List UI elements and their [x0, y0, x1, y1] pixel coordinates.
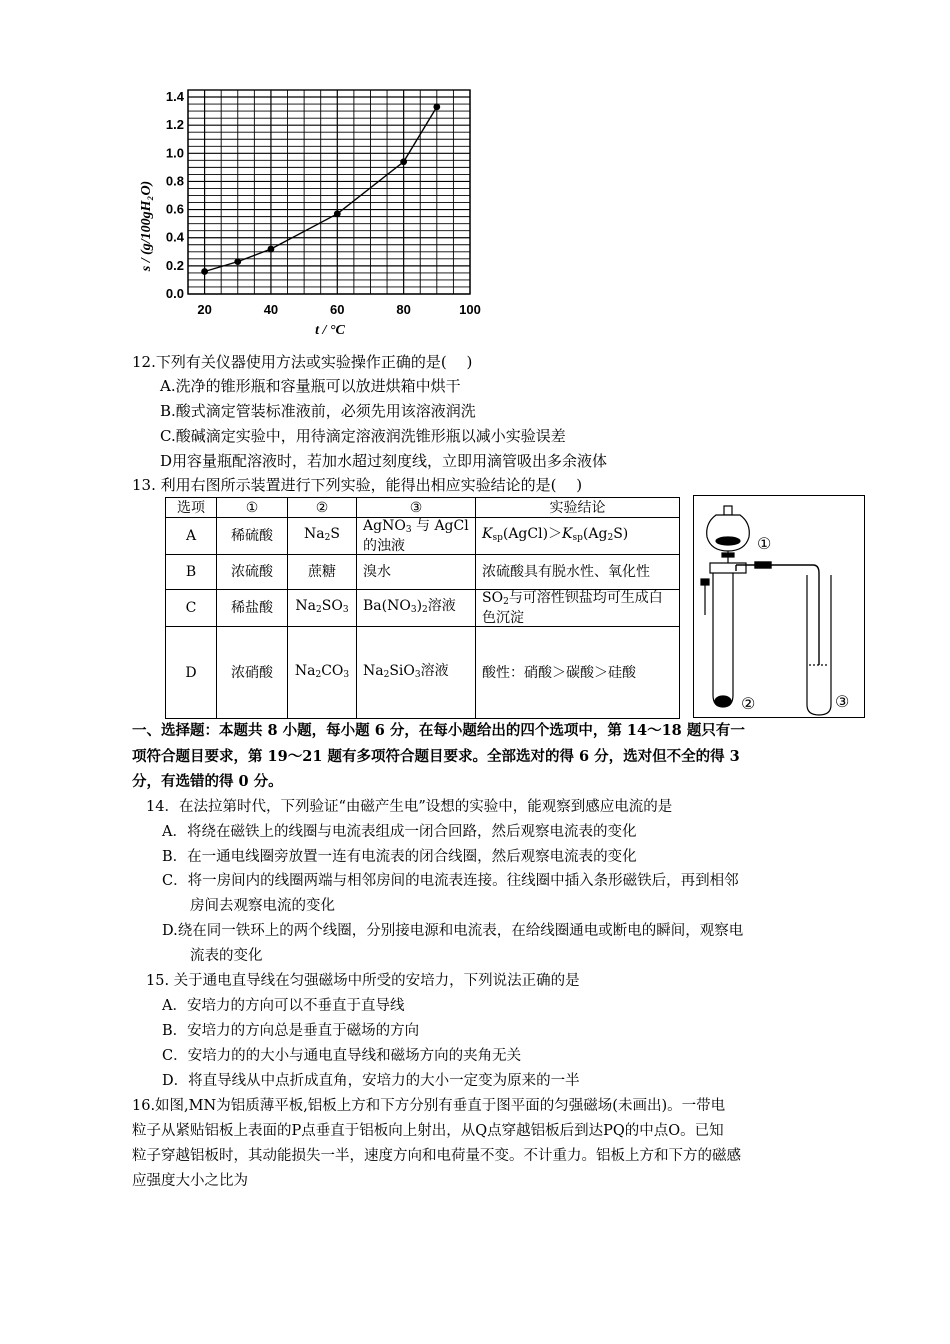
row-option: D	[166, 627, 217, 719]
reagent-2: 蔗糖	[288, 555, 357, 590]
conclusion: 酸性：硝酸＞碳酸＞硅酸	[476, 627, 680, 719]
x-tick-label: 40	[263, 302, 279, 317]
row-option: A	[166, 518, 217, 555]
y-tick-label: 0.0	[165, 286, 184, 301]
q14-option-a: A．将绕在磁铁上的线圈与电流表组成一闭合回路，然后观察电流表的变化	[162, 824, 637, 840]
reagent-3: $Ba(NO_3)_2$溶液	[357, 590, 476, 627]
conclusion: $SO_2$与可溶性钡盐均可生成白色沉淀	[476, 590, 680, 627]
q12-stem: 12.下列有关仪器使用方法或实验操作正确的是( )	[132, 353, 473, 371]
apparatus-diagram	[693, 495, 865, 719]
q14-stem: 14．在法拉第时代，下列验证“由磁产生电”设想的实验中，能观察到感应电流的是	[146, 799, 673, 815]
reagent-3: AgNO$_3$ 与 AgCl的浊液	[357, 518, 476, 555]
data-point	[334, 210, 341, 217]
reagent-2: $Na_2S$	[288, 518, 357, 555]
section-line-1: 一、选择题：本题共 8 小题，每小题 6 分，在每小题给出的四个选项中，第 14～18 题只有一	[132, 722, 745, 739]
table-row	[166, 590, 680, 627]
q15-option-b: B．安培力的方向总是垂直于磁场的方向	[162, 1023, 420, 1039]
row-option: B	[166, 555, 217, 590]
reagent-2: $Na_2SO_3$	[288, 590, 357, 627]
x-tick-label: 100	[459, 302, 481, 317]
q12-option-a: A.洗净的锥形瓶和容量瓶可以放进烘箱中烘干	[160, 377, 461, 395]
q16-line-4: 应强度大小之比为	[132, 1173, 248, 1189]
y-tick-label: 1.4	[165, 89, 184, 105]
q16-line-2: 粒子从紧贴铝板上表面的P点垂直于铝板向上射出，从Q点穿越铝板后到达PQ的中点O。已知	[132, 1123, 724, 1139]
y-tick-label: 1.2	[165, 117, 184, 133]
y-tick-label: 0.6	[165, 201, 184, 217]
y-tick-label: 0.2	[165, 257, 184, 273]
y-tick-label: 0.4	[165, 229, 184, 245]
q14-option-c: C．将一房间内的线圈两端与相邻房间的电流表连接。往线圈中插入条形磁铁后，再到相邻	[162, 873, 739, 889]
section-line-3: 分，有选错的得 0 分。	[132, 773, 283, 790]
x-tick-label: 80	[396, 302, 411, 317]
test-tube-2	[701, 563, 746, 707]
q13-stem: 13. 利用右图所示装置进行下列实验，能得出相应实验结论的是( )	[132, 476, 583, 494]
x-axis-label: t / °C	[315, 323, 345, 338]
reagent-2: $Na_2CO_3$	[288, 627, 357, 719]
q16-line-1: 16.如图,MN为铝质薄平板,铝板上方和下方分别有垂直于图平面的匀强磁场(未画出)。一带电	[132, 1098, 726, 1114]
q14-option-d: D.绕在同一铁环上的两个线圈，分别接电源和电流表，在给线圈通电或断电的瞬间，观察电	[162, 923, 744, 939]
y-tick-labels	[166, 89, 185, 301]
label-1: ①	[757, 534, 772, 553]
data-point	[234, 258, 241, 265]
x-tick-labels	[197, 302, 480, 317]
reagent-1: 稀硫酸	[217, 518, 288, 555]
table-row	[166, 555, 680, 590]
table-header-row	[166, 498, 680, 518]
header-3: ③	[357, 498, 476, 518]
separatory-funnel	[707, 506, 750, 565]
q14-option-c-cont: 房间去观察电流的变化	[190, 898, 335, 914]
data-point	[400, 158, 407, 165]
label-3: ③	[835, 692, 850, 711]
reagent-1: 浓硝酸	[217, 627, 288, 719]
q14-option-b: B．在一通电线圈旁放置一连有电流表的闭合线圈，然后观察电流表的变化	[162, 849, 637, 865]
data-point	[433, 103, 440, 110]
solubility-chart	[130, 78, 481, 340]
q15-option-d: D．将直导线从中点折成直角，安培力的大小一定变为原来的一半	[162, 1073, 580, 1089]
conclusion: 浓硫酸具有脱水性、氧化性	[476, 555, 680, 590]
reagent-1: 浓硫酸	[217, 555, 288, 590]
q16-line-3: 粒子穿越铝板时，其动能损失一半，速度方向和电荷量不变。不计重力。铝板上方和下方的磁感	[132, 1148, 741, 1164]
conclusion: $K_{sp}(AgCl)>K_{sp}(Ag_2S)$	[476, 518, 680, 555]
data-point	[268, 246, 275, 253]
q14-option-d-cont: 流表的变化	[190, 948, 263, 964]
q12-option-b: B.酸式滴定管装标准液前，必须先用该溶液润洗	[160, 402, 476, 420]
table-row	[166, 627, 680, 719]
section-line-2: 项符合题目要求，第 19～21 题有多项符合题目要求。全部选对的得 6 分，选对但不全的得 3	[132, 748, 740, 765]
reagent-3: 溴水	[357, 555, 476, 590]
header-option: 选项	[166, 498, 217, 518]
q15-option-a: A．安培力的方向可以不垂直于直导线	[162, 998, 405, 1014]
table-row	[166, 518, 680, 555]
q13-table	[165, 497, 680, 719]
q12-option-d: D用容量瓶配溶液时，若加水超过刻度线，立即用滴管吸出多余液体	[160, 452, 608, 470]
y-tick-label: 1.0	[165, 145, 184, 161]
header-1: ①	[217, 498, 288, 518]
label-2: ②	[741, 694, 756, 713]
header-2: ②	[288, 498, 357, 518]
x-tick-label: 60	[330, 302, 345, 317]
row-option: C	[166, 590, 217, 627]
data-point	[201, 268, 208, 275]
header-conclusion: 实验结论	[476, 498, 680, 518]
q15-stem: 15. 关于通电直导线在匀强磁场中所受的安培力，下列说法正确的是	[146, 973, 580, 989]
reagent-1: 稀盐酸	[217, 590, 288, 627]
q12-option-c: C.酸碱滴定实验中，用待滴定溶液润洗锥形瓶以减小实验误差	[160, 427, 566, 445]
y-tick-label: 0.8	[165, 173, 184, 189]
x-tick-label: 20	[197, 302, 212, 317]
y-axis-label: s / (g/100gH₂O)	[139, 180, 154, 272]
reagent-3: $Na_2SiO_3$溶液	[357, 627, 476, 719]
q15-option-c: C．安培力的的大小与通电直导线和磁场方向的夹角无关	[162, 1048, 522, 1064]
